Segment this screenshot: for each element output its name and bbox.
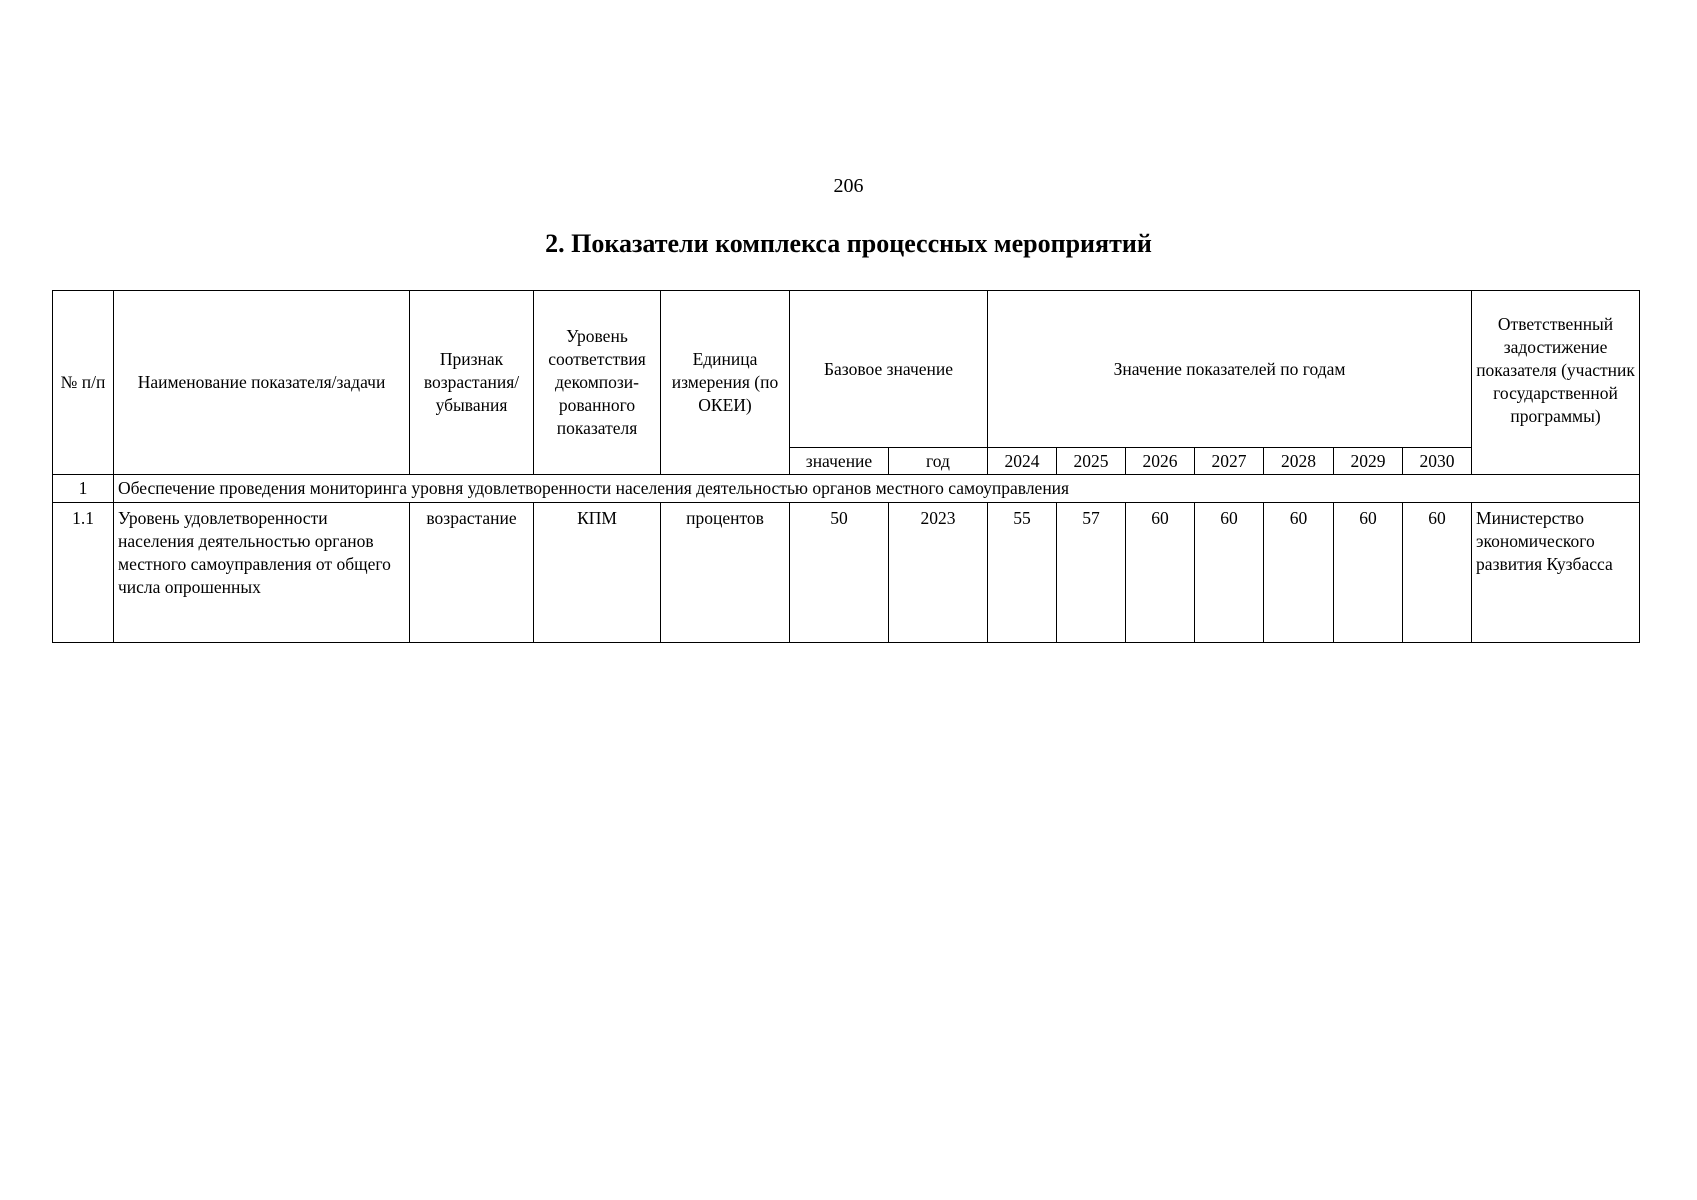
row-value-2030: 60 bbox=[1403, 503, 1472, 643]
table-row bbox=[53, 503, 1640, 643]
row-value-2025: 57 bbox=[1057, 503, 1126, 643]
header-year-2026: 2026 bbox=[1126, 448, 1195, 475]
header-num: № п/п bbox=[53, 291, 114, 475]
page-number: 206 bbox=[833, 175, 864, 197]
header-base-year: год bbox=[889, 448, 988, 475]
header-year-2027: 2027 bbox=[1195, 448, 1264, 475]
row-value-2027: 60 bbox=[1195, 503, 1264, 643]
task-num: 1 bbox=[53, 475, 114, 503]
header-base: Базовое значение bbox=[790, 291, 988, 448]
row-num: 1.1 bbox=[53, 503, 114, 643]
indicators-table bbox=[52, 290, 1640, 643]
header-unit: Единица измерения (по ОКЕИ) bbox=[661, 291, 790, 475]
header-year-2024: 2024 bbox=[988, 448, 1057, 475]
header-level: Уровень соответствия декомпози-рованного показателя bbox=[534, 291, 661, 475]
header-sign: Признак возрастания/ убывания bbox=[410, 291, 534, 475]
row-value-2028: 60 bbox=[1264, 503, 1334, 643]
row-unit: процентов bbox=[661, 503, 790, 643]
task-title: Обеспечение проведения мониторинга уровня удовлетворенности населения деятельностью органов местного самоуправления bbox=[114, 475, 1640, 503]
row-base-value: 50 bbox=[790, 503, 889, 643]
header-year-2030: 2030 bbox=[1403, 448, 1472, 475]
header-year-2028: 2028 bbox=[1264, 448, 1334, 475]
row-base-year: 2023 bbox=[889, 503, 988, 643]
row-sign: возрастание bbox=[410, 503, 534, 643]
header-years-group: Значение показателей по годам bbox=[988, 291, 1472, 448]
header-year-2029: 2029 bbox=[1334, 448, 1403, 475]
row-name: Уровень удовлетворенности населения деятельностью органов местного самоуправления от общего числа опрошенных bbox=[114, 503, 410, 643]
row-value-2024: 55 bbox=[988, 503, 1057, 643]
row-value-2026: 60 bbox=[1126, 503, 1195, 643]
row-value-2029: 60 bbox=[1334, 503, 1403, 643]
header-row bbox=[53, 291, 1640, 448]
header-year-2025: 2025 bbox=[1057, 448, 1126, 475]
header-base-value: значение bbox=[790, 448, 889, 475]
row-level: КПМ bbox=[534, 503, 661, 643]
row-responsible: Министерство экономического развития Кузбасса bbox=[1472, 503, 1640, 643]
header-responsible: Ответственный задостижение показателя (участник государственной программы) bbox=[1472, 291, 1640, 475]
header-name: Наименование показателя/задачи bbox=[114, 291, 410, 475]
task-row bbox=[53, 475, 1640, 503]
section-heading: 2. Показатели комплекса процессных мероприятий bbox=[545, 229, 1152, 258]
